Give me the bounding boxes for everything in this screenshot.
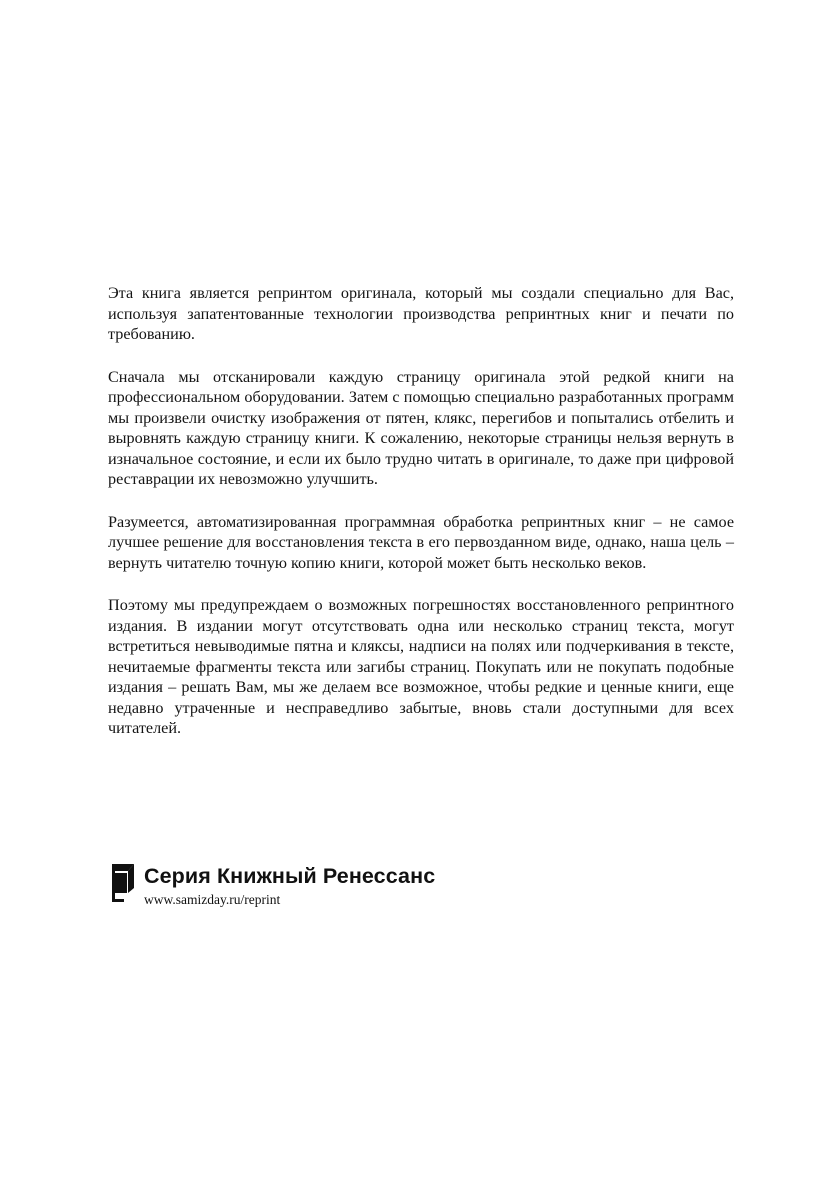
paragraph-4: Поэтому мы предупреждаем о возможных погрешностях восстановленного репринтного издания. В издании могут отсутствовать одна или несколько страниц текста, могут встретиться невыводимые пятна и кляксы, надписи на полях или подчеркивания в тексте, нечитаемые фрагменты текста или загибы страниц. Покупать или не покупать подобные издания – решать Вам, мы же делаем все возможное, чтобы редкие и ценные книги, еще недавно утраченные и несправедливо забытые, вновь стали доступными для всех читателей. <box>108 596 734 737</box>
paragraph-3: Разумеется, автоматизированная программная обработка репринтных книг – не самое лучшее решение для восстановления текста в его первозданном виде, однако, наша цель – вернуть читателю точную копию книги, которой может быть несколько веков. <box>108 512 734 572</box>
reprint-notice-text <box>108 283 734 739</box>
paragraph-2: Сначала мы отсканировали каждую страницу оригинала этой редкой книги на профессиональном оборудовании. Затем с помощью специально разработанных программ мы произвели очистку изображения от пятен, клякс, перегибов и попытались отбелить и выровнять каждую страницу книги. К сожалению, некоторые страницы нельзя вернуть в изначальное состояние, и если их было трудно читать в оригинале, то даже при цифровой реставрации их невозможно улучшить. <box>108 367 734 488</box>
publisher-logo-block <box>108 862 508 922</box>
book-renaissance-logo-icon <box>108 862 138 904</box>
series-label: Серия Книжный Ренессанс <box>144 864 436 888</box>
publisher-url: www.samizday.ru/reprint <box>144 892 281 907</box>
paragraph-1: Эта книга является репринтом оригинала, который мы создали специально для Вас, используя запатентованные технологии производства репринтных книг и печати по требованию. <box>108 284 734 343</box>
